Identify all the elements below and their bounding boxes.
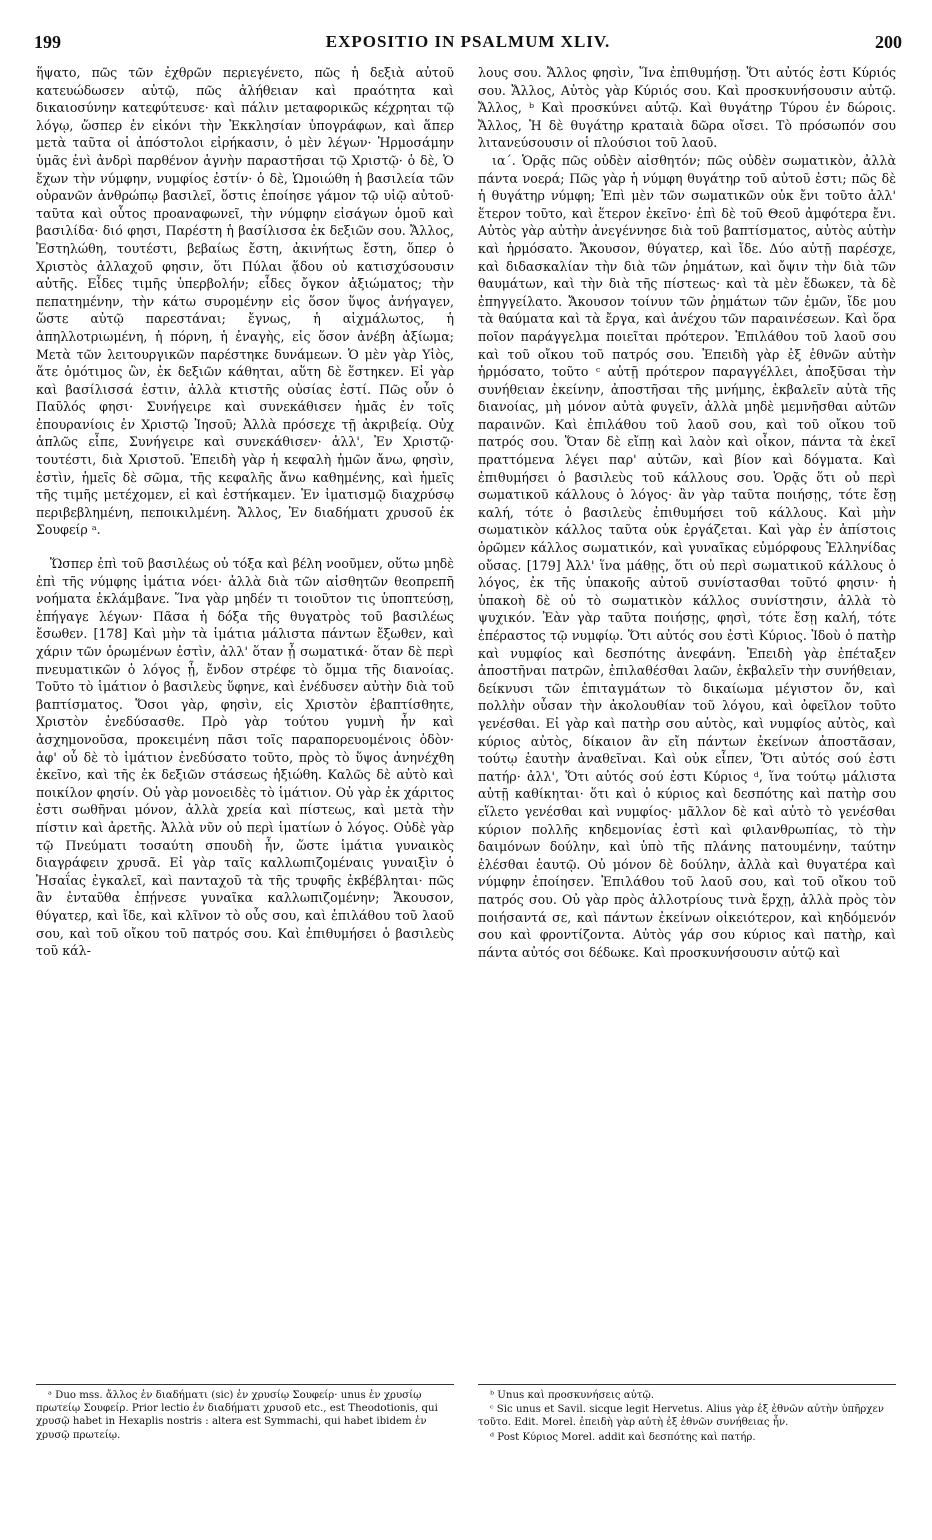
footnote-a: ᵃ Duo mss. ἄλλος ἐν διαδήματι (sic) ἐν χρυσίῳ Σουφείρ· unus ἐν χρυσίῳ πρωτείῳ Σουφείρ. Prior lectio ἐν διαδήματι χρυσοῦ etc., est Theodotionis, qui χρυσῷ habet in Hexaplis nostris : altera est Symmachi, qui habet ibidem ἐν χρυσῷ πρωτείῳ. xyxy=(36,1390,438,1441)
footnote-d: ᵈ Post Κύριος Morel. addit καὶ δεσπότης καὶ πατήρ. xyxy=(490,1431,756,1443)
page-number-left: 199 xyxy=(34,32,61,52)
left-paragraph-1: ἥψατο, πῶς τῶν ἐχθρῶν περιεγένετο, πῶς ἡ δεξιὰ αὐτοῦ κατευώδωσεν αὐτῷ, πῶς ἀλήθειαν καὶ πραότητα καὶ δικαιοσύνην κατεφύτευσε· καὶ πάλιν μεταφορικῶς κέχρηται τῷ λόγῳ, ὥσπερ ἐν εἰκόνι τὴν Ἐκκλησίαν ὑπογράφων, καὶ ἅπερ μετὰ ταῦτα οἱ ἀπόστολοι εἰρήκασιν, ὁ μὲν λέγων· Ἡρμοσάμην ὑμᾶς ἑνὶ ἀνδρὶ παρθένον ἁγνὴν παραστῆσαι τῷ Χριστῷ· ὁ δὲ, Ὁ ἔχων τὴν νύμφην, νυμφίος ἐστίν· ὁ δὲ, Ὡμοιώθη ἡ βασιλεία τῶν οὐρανῶν ἀνθρώπῳ βασιλεῖ, ὅστις ἐποίησε γάμον τῷ υἱῷ αὐτοῦ· ταῦτα καὶ οὗτος προαναφωνεῖ, τὴν νύμφην εἰσάγων ὁμοῦ καὶ βασιλίδα· διό φησι, Παρέστη ἡ βασίλισσα ἐκ δεξιῶν σου. Ἄλλος, Ἐστηλώθη, τουτέστι, βεβαίως ἔστη, ἀκινήτως ἔστη, ὅπερ ὁ Χριστὸς ἀλλαχοῦ φησιν, ὅτι Πύλαι ᾅδου οὐ κατισχύσουσιν αὐτῆς. Εἶδες τιμῆς ὑπερβολήν; εἶδες ὄγκον ἀξιώματος; τὴν πεπατημένην, τὴν κάτω συρομένην εἰς ὅσον ὕψος ἀνήγαγεν, ὥστε αὐτῷ παρεστάναι; ἔγνως, ἡ αἰχμάλωτος, ἡ ἀπηλλοτριωμένη, ἡ πόρνη, ἡ ἐναγὴς, εἰς ὅσον ἀνέβη ἀξίωμα; Μετὰ τῶν λειτουργικῶν παρέστηκε δυνάμεων. Ὁ μὲν γὰρ Υἱὸς, ἅτε ὁμότιμος ὢν, ἐκ δεξιῶν κάθηται, αὕτη δὲ ἕστηκεν. Εἰ γὰρ καὶ βασίλισσά ἐστιν, ἀλλὰ κτιστῆς οὐσίας ἐστί. Πῶς οὖν ὁ Παῦλός φησι· Συνήγειρε καὶ συνεκάθισεν ἡμᾶς ἐν τοῖς ἐπουρανίοις ἐν Χριστῷ Ἰησοῦ; Ἀλλὰ πρόσεχε τῇ ἀκριβείᾳ. Οὐχ ἁπλῶς εἶπε, Συνήγειρε καὶ συνεκάθισεν· ἀλλ', Ἐν Χριστῷ· τουτέστι, διὰ Χριστοῦ. Ἐπειδὴ γὰρ ἡ κεφαλὴ ἡμῶν ἄνω, φησὶν, ἐστὶν, ἡμεῖς δὲ σῶμα, τῆς κεφαλῆς ἄνω καθημένης, καὶ ἡμεῖς τῆς τιμῆς μετέχομεν, εἰ καὶ ἑστήκαμεν. Ἐν ἱματισμῷ διαχρύσῳ περιβεβλημένη, πεποικιλμένη. Ἄλλος, Ἐν διαδήματι χρυσοῦ ἐκ Σουφείρ ᵃ. xyxy=(36,65,454,538)
left-footnotes xyxy=(36,1384,454,1443)
running-title: EXPOSITIO IN PSALMUM XLIV. xyxy=(325,32,611,51)
footnote-b: ᵇ Unus καὶ προσκυνήσεις αὐτῷ. xyxy=(490,1390,655,1401)
left-column xyxy=(36,64,454,960)
right-column xyxy=(478,64,896,961)
right-paragraph-1: λους σου. Ἄλλος φησὶν, Ἵνα ἐπιθυμήσῃ. Ὅτι αὐτός ἐστι Κύριός σου. Ἄλλος, Αὐτὸς γὰρ Κύριός σου. Καὶ προσκυνήσουσιν αὐτῷ. Ἄλλος, ᵇ Καὶ προσκύνει αὐτῷ. Καὶ θυγάτηρ Τύρου ἐν δώροις. Ἄλλος, Ἡ δὲ θυγάτηρ κραταιὰ δῶρα οἴσει. Τὸ πρόσωπόν σου λιτανεύσουσιν οἱ πλούσιοι τοῦ λαοῦ. xyxy=(478,65,896,151)
footnote-c: ᶜ Sic unus et Savil. sicque legit Hervetus. Alius γὰρ ἐξ ἐθνῶν αὐτὴν ὑπῆρχεν τοῦτο. Edit. Morel. ἐπειδὴ γὰρ αὐτὴ ἐξ ἐθνῶν συνήθειας ἦν. xyxy=(478,1404,884,1429)
page-number-right: 200 xyxy=(875,32,902,52)
left-paragraph-2: Ὥσπερ ἐπὶ τοῦ βασιλέως οὐ τόξα καὶ βέλη νοοῦμεν, οὕτω μηδὲ ἐπὶ τῆς νύμφης ἱμάτια νόει· ἀλλὰ διὰ τῶν αἰσθητῶν θεοπρεπῆ νοήματα ἐκλάμβανε. Ἵνα γὰρ μηδέν τι τοιοῦτον τις ὑποπτεύσῃ, ἐπήγαγε λέγων· Πᾶσα ἡ δόξα τῆς θυγατρὸς τοῦ βασιλέως ἔσωθεν. [178] Καὶ μὴν τὰ ἱμάτια μάλιστα πάντων ἔξωθεν, καὶ χάριν τῶν ὁρωμένων ἐστὶν, ἀλλ' ὅταν ᾖ σωματικά· ὅταν δὲ περὶ πνευματικῶν ὁ λόγος ᾖ, ἔνδον στρέφε τὸ ὄμμα τῆς διανοίας. Τοῦτο τὸ ἱμάτιον ὁ βασιλεὺς ὕφηνε, καὶ ἐνέδυσεν αὐτὴν διὰ τοῦ βαπτίσματος. Ὅσοι γὰρ, φησὶν, εἰς Χριστὸν ἐβαπτίσθητε, Χριστὸν ἐνεδύσασθε. Πρὸ γὰρ τούτου γυμνὴ ἦν καὶ ἀσχημονοῦσα, προκειμένη πᾶσι τοῖς παραπορευομένοις ὁδὸν· ἀφ' οὗ δὲ τὸ ἱμάτιον ἐνεδύσατο τοῦτο, πρὸς τὸ ὕψος ἀνηνέχθη ἐκεῖνο, καὶ τῆς ἐκ δεξιῶν στάσεως ἠξιώθη. Καλῶς δὲ αὐτὸ καὶ ποικίλον φησίν. Οὐ γὰρ μονοειδὲς τὸ ἱμάτιον. Οὐ γὰρ ἐκ χάριτος ἐστι σωθῆναι μόνον, ἀλλὰ χρεία καὶ πίστεως, καὶ μετὰ τὴν πίστιν καὶ ἀρετῆς. Ἀλλὰ νῦν οὐ περὶ ἱματίων ὁ λόγος. Οὐδὲ γὰρ τῷ Πνεύματι τοσαύτη σπουδὴ ἦν, ὥστε ἱμάτια γυναικὸς διαγράφειν χρυσᾶ. Εἰ γὰρ ταῖς καλλωπιζομέναις γυναιξὶν ὁ Ἡσαΐας ἐγκαλεῖ, καὶ πανταχοῦ τὰ τῆς τρυφῆς ἐκβέβληται· πῶς ἂν ἐνταῦθα ἐπῄνεσε γυναῖκα καλλωπιζομένην; Ἄκουσον, θύγατερ, καὶ ἴδε, καὶ κλῖνον τὸ οὖς σου, καὶ ἐπιλάθου τοῦ λαοῦ σου, καὶ τοῦ οἴκου τοῦ πατρός σου. Καὶ ἐπιθυμήσει ὁ βασιλεὺς τοῦ κάλ- xyxy=(36,556,454,959)
page-header xyxy=(34,32,902,54)
right-paragraph-2: ια΄. Ὁρᾷς πῶς οὐδὲν αἰσθητόν; πῶς οὐδὲν σωματικὸν, ἀλλὰ πάντα νοερά; Πῶς γὰρ ἡ νύμφη θυγάτηρ τοῦ αὐτοῦ ἐστι; πῶς δὲ ἡ θυγάτηρ νύμφη; Ἐπὶ μὲν τῶν σωματικῶν οὐκ ἔνι τοῦτο ἀλλ' ἕτερον τοῦτο, καὶ ἕτερον ἐκεῖνο· ἐπὶ δὲ τοῦ Θεοῦ ἀμφότερα ἔνι. Αὐτὸς γὰρ αὐτὴν ἀνεγέννησε διὰ τοῦ βαπτίσματος, αὐτὸς αὐτὴν καὶ ἡρμόσατο. Ἄκουσον, θύγατερ, καὶ ἴδε. Δύο αὐτῇ παρέσχε, καὶ διδασκαλίαν τὴν διὰ τῶν ῥημάτων, καὶ ὄψιν τὴν διὰ τῶν θαυμάτων, καὶ τὴν διὰ τῆς πίστεως· καὶ τὰ μὲν ἔδωκεν, τὰ δὲ ἐπηγγείλατο. Ἄκουσον τοίνυν τῶν ῥημάτων τῶν ἐμῶν, ἴδε μου τὰ θαύματα καὶ τὰ ἔργα, καὶ ἀνέχου τῶν παραινέσεων. Καὶ ὅρα ποῖον παράγγελμα ποιεῖται πρότερον. Ἐπιλάθου τοῦ λαοῦ σου καὶ τοῦ οἴκου τοῦ πατρός σου. Ἐπειδὴ γὰρ ἐξ ἐθνῶν αὐτὴν ἡρμόσατο, τοῦτο ᶜ αὐτῇ πρότερον παραγγέλλει, ἀποξῦσαι τὴν συνήθειαν ἐκείνην, ἀποστῆσαι τῆς μνήμης, ἐκβαλεῖν αὐτὰ τῆς διανοίας, μὴ μόνον αὐτὰ φυγεῖν, ἀλλὰ μηδὲ μεμνῆσθαι αὐτῶν παραινῶν. Καὶ ἐπιλάθου τοῦ λαοῦ σου, καὶ τοῦ οἴκου τοῦ πατρός σου. Ὅταν δὲ εἴπῃ καὶ λαὸν καὶ οἶκον, πάντα τὰ ἐκεῖ πραττόμενα λέγει παρ' αὐτῶν, καὶ βίον καὶ δόγματα. Καὶ ἐπιθυμήσει ὁ βασιλεὺς τοῦ κάλλους σου. Ὁρᾷς ὅτι οὐ περὶ σωματικοῦ κάλλους ὁ λόγος· ἂν γὰρ ταῦτα ποιήσῃς, τότε ἔσῃ καλή, τότε ὁ βασιλεὺς ἐπιθυμήσει τοῦ κάλλους. Καὶ μὴν σωματικὸν κάλλος ταῦτα οὐκ ἐργάζεται. Καὶ γὰρ ἐν ἀπίστοις ὁρῶμεν κάλλος σωματικόν, καὶ γυναῖκας εὐμόρφους Ἑλληνίδας οὔσας. [179] Ἀλλ' ἵνα μάθῃς, ὅτι οὐ περὶ σωματικοῦ κάλλους ὁ λόγος, ἐκ τῆς ὑπακοῆς αὐτοῦ συνίστασθαι τοῦτό φησιν· ἡ ὑπακοὴ δὲ οὐ τὸ σωματικὸν κάλλος συνίστησιν, ἀλλὰ τὸ ψυχικόν. Ἐὰν γὰρ ταῦτα ποιήσῃς, φησὶ, τότε ἔσῃ καλή, τότε ἐπέραστος τῷ νυμφίῳ. Ὅτι αὐτός σου ἐστὶ Κύριος. Ἰδοὺ ὁ πατὴρ καὶ νυμφίος καὶ δεσπότης ἀνεφάνη. Ἐπειδὴ γὰρ ἐπέταξεν ἀποστῆναι πατρῶν, ἐπιλαθέσθαι λαῶν, ἐκβαλεῖν τὴν συνήθειαν, δείκνυσι τῶν ἐπιταγμάτων τὸ δικαίωμα μέγιστον ὄν, καὶ πολλὴν οὖσαν τὴν ἀκολουθίαν τοῦ λόγου, καὶ ὀφεῖλον τοῦτο γενέσθαι. Εἰ γὰρ καὶ πατὴρ σου αὐτὸς, καὶ νυμφίος αὐτὸς, καὶ κύριος αὐτὸς, δίκαιον ἂν εἴη πάντων ἐκείνων ἀποστᾶσαν, τούτῳ ἑαυτὴν ἀναθεῖναι. Καὶ οὐκ εἶπεν, Ὅτι αὐτός σού ἐστι πατήρ· ἀλλ', Ὅτι αὐτός σού ἐστι Κύριος ᵈ, ἵνα τούτῳ μάλιστα αὐτῇ καθίκηται· ὅτι καὶ ὁ κύριος καὶ δεσπότης καὶ πατὴρ σου εἵλετο γενέσθαι καὶ νυμφίος· μᾶλλον δὲ καὶ αὐτὸ τὸ γενέσθαι κύριον πολλῆς κηδεμονίας ἐστὶ καὶ φιλανθρωπίας, τὸ τὴν δαιμόνων δούλην, καὶ ὑπὸ τῆς πλάνης πατουμένην, ταύτην ἐλέσθαι ἑαυτῷ. Οὐ μόνον δὲ δούλην, ἀλλὰ καὶ θυγατέρα καὶ νύμφην ἐποίησεν. Ἐπιλάθου τοῦ λαοῦ σου, καὶ τοῦ οἴκου τοῦ πατρός σου. Οὐ γὰρ πρὸς ἀλλοτρίους τινὰ ἔρχῃ, ἀλλὰ πρὸς τὸν ποιήσαντά σε, καὶ πάντων ἐκείνων οἰκειότερον, καὶ κηδόμενόν σου καὶ φροντίζοντα. Αὐτὸς γάρ σου κύριος καὶ πατὴρ, καὶ πάντα αὐτός σοι δέδωκε. Καὶ προσκυνήσουσιν αὐτῷ καὶ xyxy=(478,152,896,960)
right-footnotes xyxy=(478,1384,896,1445)
